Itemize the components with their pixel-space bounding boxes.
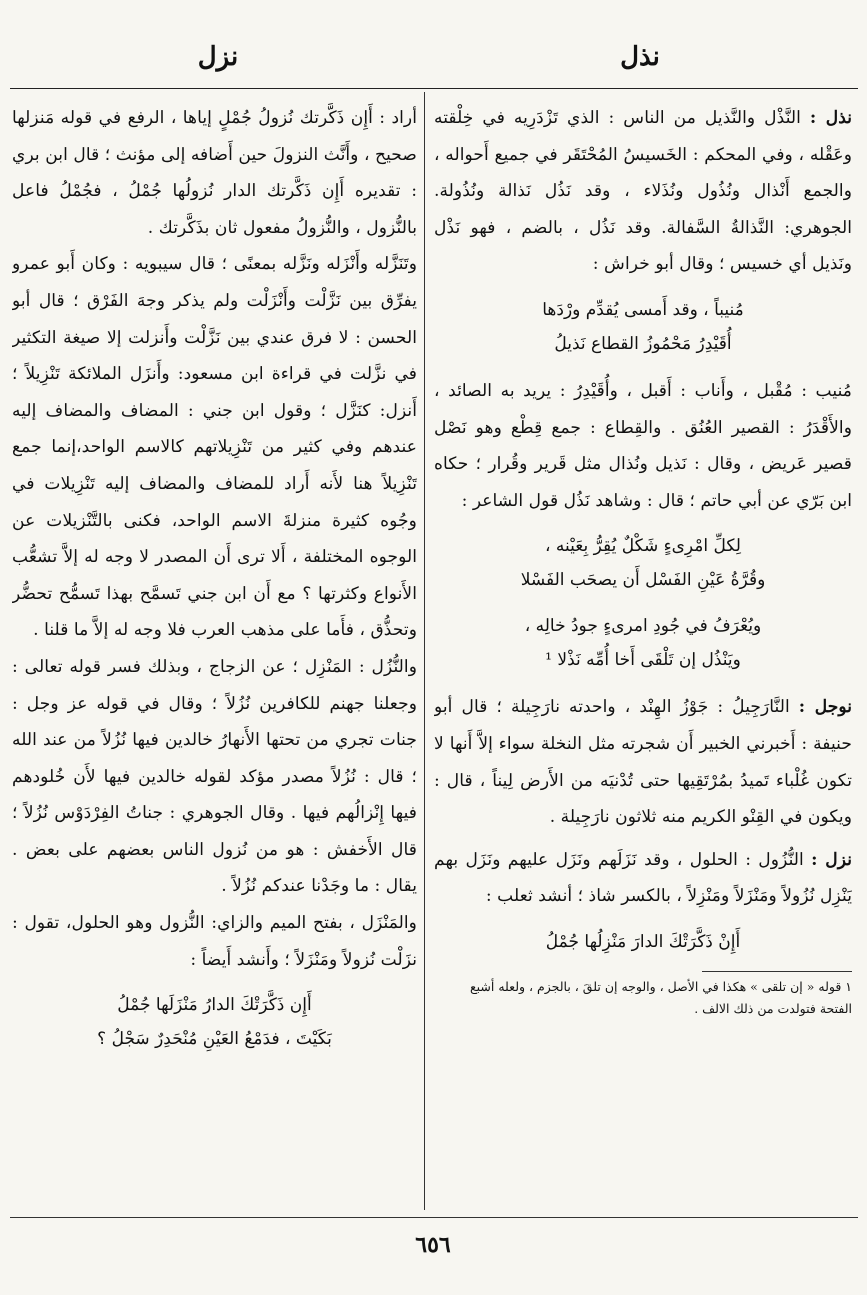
left-column: [12, 100, 417, 1208]
verse-line: ويَنْذُل إن تَلْقَى أَخا أُمِّه نَذْلا ¹: [545, 650, 741, 671]
verse-line: ويُعْرَفُ في جُودِ امرىءٍ جودُ خالِه ،: [524, 616, 762, 637]
entry-body: النَّذْل والنَّذيل من الناس : الذي تَزْدَرِيه في خِلْقته وعَقْله ، وفي المحكم : الخَسيسُ المُحْتَقَر في جميع أَحواله ، والجمع أَنْذال ونُذُول ونُذَلاء ، وقد نَذُل نَذالة ونُذُولة. الجوهري: النَّذالةُ السَّفالة. وقد نَذُل ، بالضم ، فهو نَذْل ونَذيل أي خسيس ؛ وقال أبو خراش :: [434, 108, 852, 275]
entry-nazal: [434, 842, 852, 915]
page-header: [0, 28, 867, 88]
entry-paragraph: مُنيب : مُقْبل ، وأَناب : أَقبل ، وأُقَيْدِرُ : يريد به الصائد ، والأَقْدَرُ : القصير العُنُق . والقِطاع : جمع قِطْع وهو نَصْل قصير عَريض ، وقال : نَذيل ونُذال مثل قَرير وقُرار ؛ حكاه ابن بَرّي عن أبي حاتم ؛ قال : وشاهد نَذُل قول الشاعر :: [434, 380, 852, 511]
right-column: [434, 100, 852, 1208]
entry-body: النَّارَجِيلُ : جَوْزُ الهِنْد ، واحدته نارَجِيلة ؛ قال أبو حنيفة : أَخبرني الخبير أَن شجرته مثل النخلة سواء إلاَّ أَنها لا تكون غُلْباء تَميدُ بمُرْتَقِيها حتى تُدْنيَه من الأَرض لِيناً ، قال : ويكون في القِنْو الكريم منه ثلاثون نارَجِيلة .: [434, 697, 852, 828]
footnote-rule: [702, 971, 852, 972]
entry-paragraph: وتَنَزَّله وأَنْزَله ونَزَّله بمعنًى ؛ قال سيبويه : وكان أَبو عمرو يفرِّق بين نَزَّلْت وأَنْزَلْت ولم يذكر وجهَ الفَرْق ؛ قال أبو الحسن : لا فرق عندي بين نَزَّلْت وأَنزلت إلا صيغة التكثير في نزَّلت في قراءة ابن مسعود: وأَنزَل الملائكة تَنْزِيلاً ؛ أَنزل: كنَزَّل ؛ وقول ابن جني : المضاف والمضاف إليه عندهم وفي كثير من تَنْزِيلاتهم كالاسم الواحد،إنما جمع تَنْزِيلاً هنا لأَنه أَراد للمضاف والمضاف إليه تَنْزِيلات في وجُوه كثيرة منزلةَ الاسم الواحد، فكنى بالتَّنْزيلات عن الوجوه المختلفة ، أَلا ترى أَن المصدر لا وجه له إلاَّ تشعُّب الأَنواع وكثرتها ؟ مع أَن ابن جني تَسمَّح بهذا تَسمُّح تحضُّر وتحذُّق ، فأَما على مذهب العرب فلا وجه له إلاَّ ما قلنا .: [12, 254, 417, 641]
running-headword-left: نزل: [197, 42, 239, 72]
verse-block: [434, 609, 852, 677]
verse-line: مُنيباً ، وقد أَمسى يُقدِّم ورْدَها: [542, 299, 744, 320]
verse-line: لِكلِّ امْرِىءٍ شَكْلٌ يُقِرُّ بِعَيْنه ،: [545, 536, 741, 557]
verse-line: بَكَيْتَ ، فدَمْعُ العَيْنِ مُنْحَدِرٌ سَجْلُ ؟: [97, 1029, 332, 1050]
column-divider: [424, 92, 425, 1210]
entry-lemma: نذل :: [809, 108, 852, 128]
verse-line: أَإِنْ ذَكَّرَتْكَ الدارَ مَنْزِلُها جُمْلُ: [545, 931, 741, 952]
entry-paragraph: والمَنْزَل ، بفتح الميم والزاي: النُّزول وهو الحلول، تقول : نزَلْت نُزولاً ومَنْزَلاً ؛ وأَنشد أَيضاً :: [12, 913, 417, 970]
verse-line: وقُرَّةُ عَيْنِ الفَسْل أَن يصحَب الفَسْلا: [520, 570, 766, 591]
entry-body: النُّزُول : الحلول ، وقد نَزَلَهم ونَزَل عليهم ونَزَل بهم يَنْزِل نُزُولاً ومَنْزَلاً ومَنْزِلاً ، بالكسر شاذ ؛ أنشد ثعلب :: [434, 849, 852, 907]
verse-block: [434, 293, 852, 361]
entry-paragraph: أراد : أَإِن ذَكَّرتك نُزولُ جُمْلٍ إياها ، الرفع في قوله مَنزلها صحيح ، وأَنَّث النزولَ حين أَضافه إلى مؤنث ؛ قال ابن بري : تقديره أَإِن ذَكَّرتك الدار نُزولُها جُمْلُ ، فجُمْلُ فاعل بالنُّزول ، والنُّزولُ مفعول ثان بذَكَّرتك .: [12, 108, 417, 238]
header-rule: [10, 88, 858, 89]
entry-lemma: نزل :: [811, 849, 852, 870]
footer-rule: [10, 1217, 858, 1218]
entry-narjil: [434, 689, 852, 835]
verse-line: أُقَيْدِرُ مَحْمُوزُ القطاع نَذيلُ: [554, 333, 732, 354]
entry-paragraph: والنُّزُل : المَنْزِل ؛ عن الزجاج ، وبذلك فسر قوله تعالى : وجعلنا جهنم للكافرين نُزُلاً ؛ وقال في قوله عز وجل : جنات تجري من تحتها الأَنهارُ خالدين فيها نُزُلاً من عند الله ؛ قال : نُزُلاً مصدر مؤكد لقوله خالدين فيها لأَن خُلودهم فيها إِنْزالُهم فيها . وقال الجوهري : جناتُ الفِرْدَوْس نُزُلاً ؛ قال الأَخفش : هو من نُزول الناس بعضهم على بعض . يقال : ما وجَدْنا عندكم نُزُلاً .: [12, 656, 417, 897]
entry-nadhal: [434, 100, 852, 283]
footnote: ١ قوله « إن تلقى » هكذا في الأصل ، والوجه إن تلقَ ، بالجزم ، ولعله أشبع الفتحة فتولدت من ذلك الالف .: [469, 978, 852, 1016]
verse-block: [434, 529, 852, 597]
entry-lemma: نوجل :: [798, 697, 852, 718]
running-headword-right: نذل: [620, 42, 660, 72]
verse-line: أَإِن ذَكَّرَتْكَ الدارُ مَنْزَلَها جُمْلُ: [117, 995, 312, 1016]
page-number: ٦٥٦: [415, 1232, 451, 1258]
verse-block: [434, 925, 852, 959]
verse-block: [12, 988, 417, 1056]
